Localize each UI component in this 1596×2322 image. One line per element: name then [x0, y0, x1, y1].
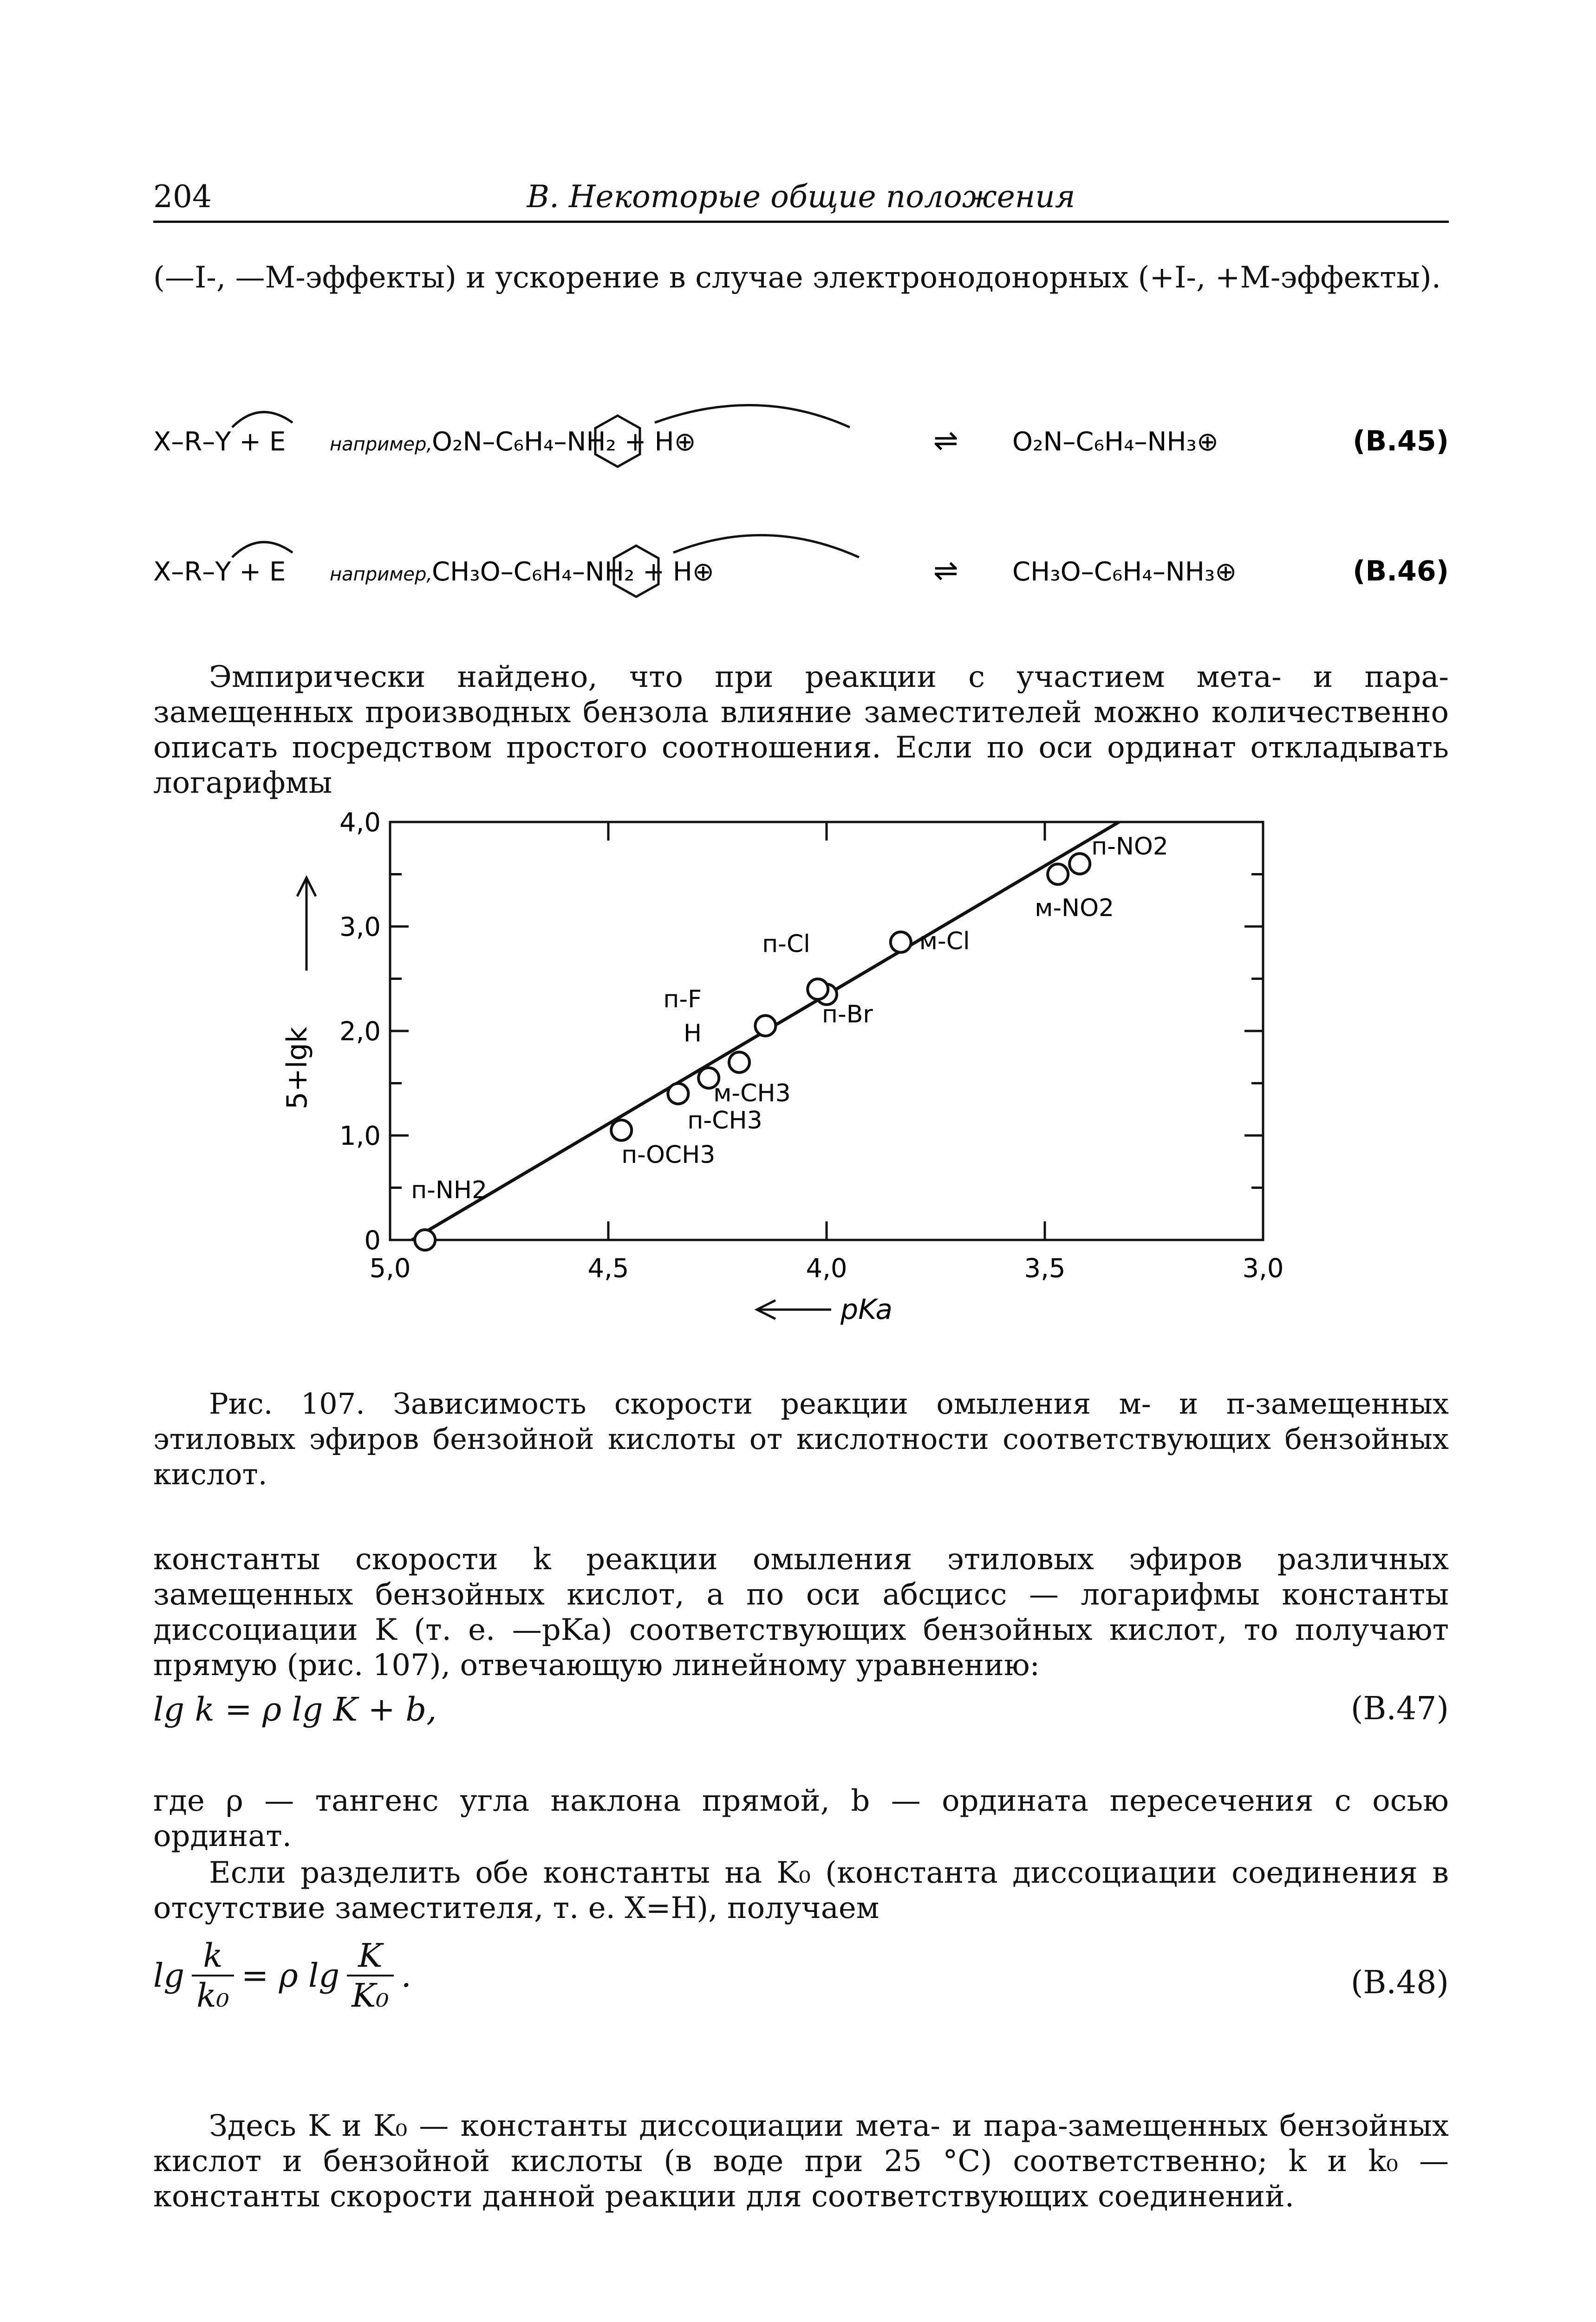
y-tick-label: 2,0	[339, 1017, 381, 1047]
data-point-label: п-F	[663, 985, 702, 1013]
eq48-num1: k	[192, 1937, 234, 1976]
data-point-label: м-NO2	[1035, 894, 1114, 922]
equation-b45	[153, 405, 1449, 467]
y-axis-label: 5+lgk	[281, 1027, 313, 1109]
y-tick-label: 1,0	[339, 1121, 381, 1151]
data-point-label: п-OCH3	[621, 1141, 716, 1169]
paragraph-5	[153, 2108, 1449, 2214]
figure-caption-text: Рис. 107. Зависимость скорости реакции омыления м- и п-замещенных этиловых эфиров бензойной кислоты от кислотности соответствующих бензойных кислот.	[153, 1387, 1449, 1491]
data-point-label: п-Br	[822, 1000, 873, 1029]
equilibrium-arrow-icon: ⇌	[933, 424, 958, 458]
data-point	[729, 1052, 749, 1073]
axis-ticks	[339, 808, 1284, 1284]
paragraph-5-text: Здесь K и K₀ — константы диссоциации мета- и пара-замещенных бензойных кислот и бензойной кислоты (в воде при 25 °С) соответственно; k и k₀ — константы скорости данной реакции для соответствующих соединений.	[153, 2109, 1449, 2214]
paragraph-2-text: константы скорости k реакции омыления этиловых эфиров различных замещенных бензойных кислот, а по оси абсцисс — логарифмы константы диссоциации K (т. е. —pKa) соответствующих бензойных кислот, то получают прямую (рис. 107), отвечающую линейному уравнению:	[153, 1542, 1449, 1683]
data-point	[1048, 864, 1068, 885]
data-point	[755, 1016, 775, 1036]
eq46-generic: X–R–Y + E	[153, 557, 286, 587]
eq46-example-left: CH₃O–C₆H₄–NH₂ + H⊕	[432, 557, 714, 587]
y-axis-arrow-icon	[297, 878, 316, 971]
curved-arrow-icon	[673, 535, 859, 557]
data-point-label: п-NO2	[1091, 833, 1168, 861]
paragraph-4-text: Если разделить обе константы на K₀ (константа диссоциации соединения в отсутствие заместителя, т. е. X=H), получаем	[153, 1856, 1449, 1925]
paragraph-3-text: где ρ — тангенс угла наклона прямой, b — ордината пересечения с осью ординат.	[153, 1784, 1449, 1853]
intro-text: (—I-, —M-эффекты) и ускорение в случае электронодонорных (+I-, +M-эффекты).	[153, 261, 1441, 295]
eq48-body	[153, 1937, 411, 2015]
figure-caption	[153, 1386, 1449, 1492]
data-point-label: п-NH2	[411, 1176, 488, 1204]
x-tick-label: 4,0	[806, 1253, 847, 1284]
equilibrium-arrow-icon: ⇌	[933, 554, 958, 588]
reaction-scheme	[153, 367, 1449, 636]
eq46-number: (B.46)	[1353, 555, 1449, 587]
data-point-label: п-CH3	[687, 1107, 762, 1135]
paragraph-1-text: Эмпирически найдено, что при реакции с участием мета- и пара-замещенных производных бензола влияние заместителей можно количественно описать посредством простого соотношения. Если по оси ординат откладывать логарифмы	[153, 660, 1449, 800]
page-number: 204	[153, 179, 212, 215]
x-axis-arrow-icon	[757, 1300, 831, 1319]
eq45-example-word: например,	[330, 434, 433, 455]
hammett-chart	[279, 803, 1347, 1370]
curved-arrow-icon	[232, 542, 293, 557]
eq45-number: (B.45)	[1353, 425, 1449, 457]
eq47-number: (B.47)	[1350, 1690, 1449, 1727]
equation-b46	[153, 535, 1449, 597]
data-point	[891, 932, 911, 952]
paragraph-2	[153, 1542, 1449, 1683]
intro-paragraph	[153, 260, 1449, 295]
data-point-label: м-CH3	[713, 1079, 791, 1108]
equation-b47	[153, 1690, 1449, 1732]
paragraph-3	[153, 1783, 1449, 1854]
curved-arrow-icon	[655, 405, 850, 427]
running-title: В. Некоторые общие положения	[527, 179, 1075, 215]
paragraph-4	[153, 1855, 1449, 1926]
eq45-product: O₂N–C₆H₄–NH₃⊕	[1012, 427, 1218, 457]
data-point	[1069, 854, 1090, 874]
data-point-label: п-Cl	[762, 930, 810, 958]
x-tick-label: 4,5	[587, 1253, 629, 1284]
eq48-lg1: lg	[153, 1957, 185, 1995]
equation-b48	[153, 1937, 1449, 2029]
curved-arrow-icon	[232, 412, 293, 427]
eq48-den1: k₀	[196, 1976, 229, 2015]
x-tick-label: 3,5	[1024, 1253, 1066, 1284]
eq48-mid: = ρ lg	[241, 1957, 340, 1995]
eq46-example-word: например,	[330, 564, 433, 585]
data-point-label: м-Cl	[919, 927, 970, 955]
data-point	[808, 979, 828, 999]
eq48-den2: K₀	[352, 1976, 389, 2015]
data-point	[415, 1230, 435, 1250]
eq48-num2: K	[347, 1937, 393, 1976]
eq48-end: .	[401, 1957, 411, 1995]
page-header	[153, 179, 1449, 223]
eq45-example-left: O₂N–C₆H₄–NH₂ + H⊕	[432, 427, 696, 457]
x-tick-label: 3,0	[1242, 1253, 1284, 1284]
data-point-label: H	[684, 1019, 702, 1048]
eq45-generic: X–R–Y + E	[153, 427, 286, 457]
x-axis-label: pKa	[840, 1293, 893, 1326]
y-tick-label: 3,0	[339, 912, 381, 942]
data-point	[668, 1083, 688, 1104]
eq48-fraction-2	[347, 1937, 393, 2015]
eq47-body: lg k = ρ lg K + b,	[153, 1690, 437, 1728]
y-tick-label: 4,0	[339, 808, 381, 838]
x-tick-label: 5,0	[369, 1253, 411, 1284]
eq48-fraction-1	[192, 1937, 234, 2015]
data-point	[611, 1120, 632, 1141]
y-tick-label: 0	[364, 1226, 381, 1256]
eq48-number: (B.48)	[1350, 1964, 1449, 2001]
data-points-layer	[411, 833, 1168, 1250]
paragraph-1	[153, 659, 1449, 801]
eq46-product: CH₃O–C₆H₄–NH₃⊕	[1012, 557, 1237, 587]
